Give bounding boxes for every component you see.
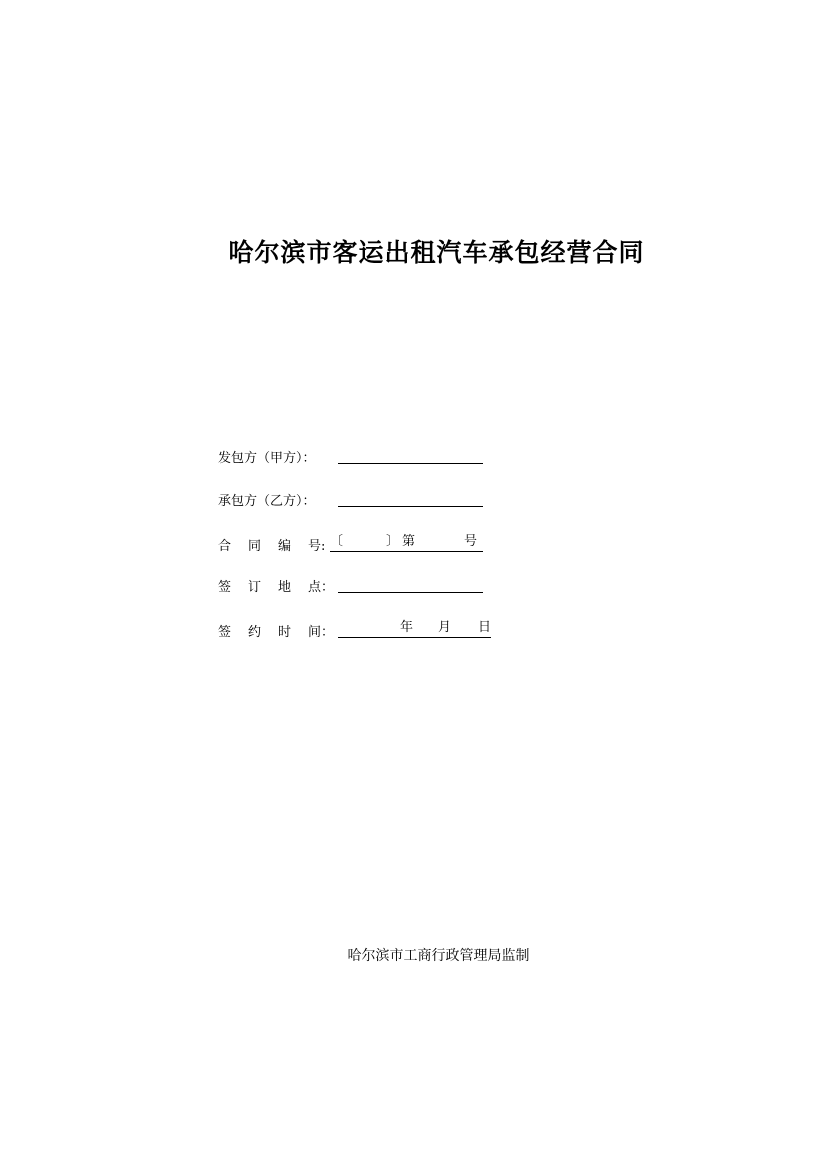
party-a-blank[interactable]	[338, 448, 483, 464]
month-char: 月	[438, 620, 452, 635]
supervisor-footer: 哈尔滨市工商行政管理局监制	[347, 947, 530, 963]
contract-number-label: 合 同 编 号:	[218, 539, 326, 554]
hao-char: 号	[464, 534, 478, 549]
year-char: 年	[400, 620, 414, 635]
open-bracket: 〔	[330, 534, 344, 549]
sign-time-blank[interactable]	[338, 620, 491, 638]
contract-number-blank[interactable]	[330, 534, 483, 552]
close-bracket: 〕	[386, 534, 400, 549]
party-b-field	[218, 491, 483, 511]
sign-time-label: 签 约 时 间：	[218, 625, 335, 640]
contract-title: 哈尔滨市客运出租汽车承包经营合同	[228, 238, 645, 267]
sign-place-blank[interactable]	[338, 577, 483, 593]
sign-place-label: 签 订 地 点：	[218, 580, 335, 595]
sign-time-field	[218, 620, 491, 640]
party-a-label: 发包方（甲方）：	[218, 451, 316, 466]
contract-number-field	[218, 534, 483, 554]
sign-place-field	[218, 577, 483, 597]
di-char: 第	[402, 534, 416, 549]
party-b-blank[interactable]	[338, 491, 483, 507]
party-a-field	[218, 448, 483, 468]
day-char: 日	[478, 620, 492, 635]
party-b-label: 承包方（乙方）：	[218, 494, 316, 509]
